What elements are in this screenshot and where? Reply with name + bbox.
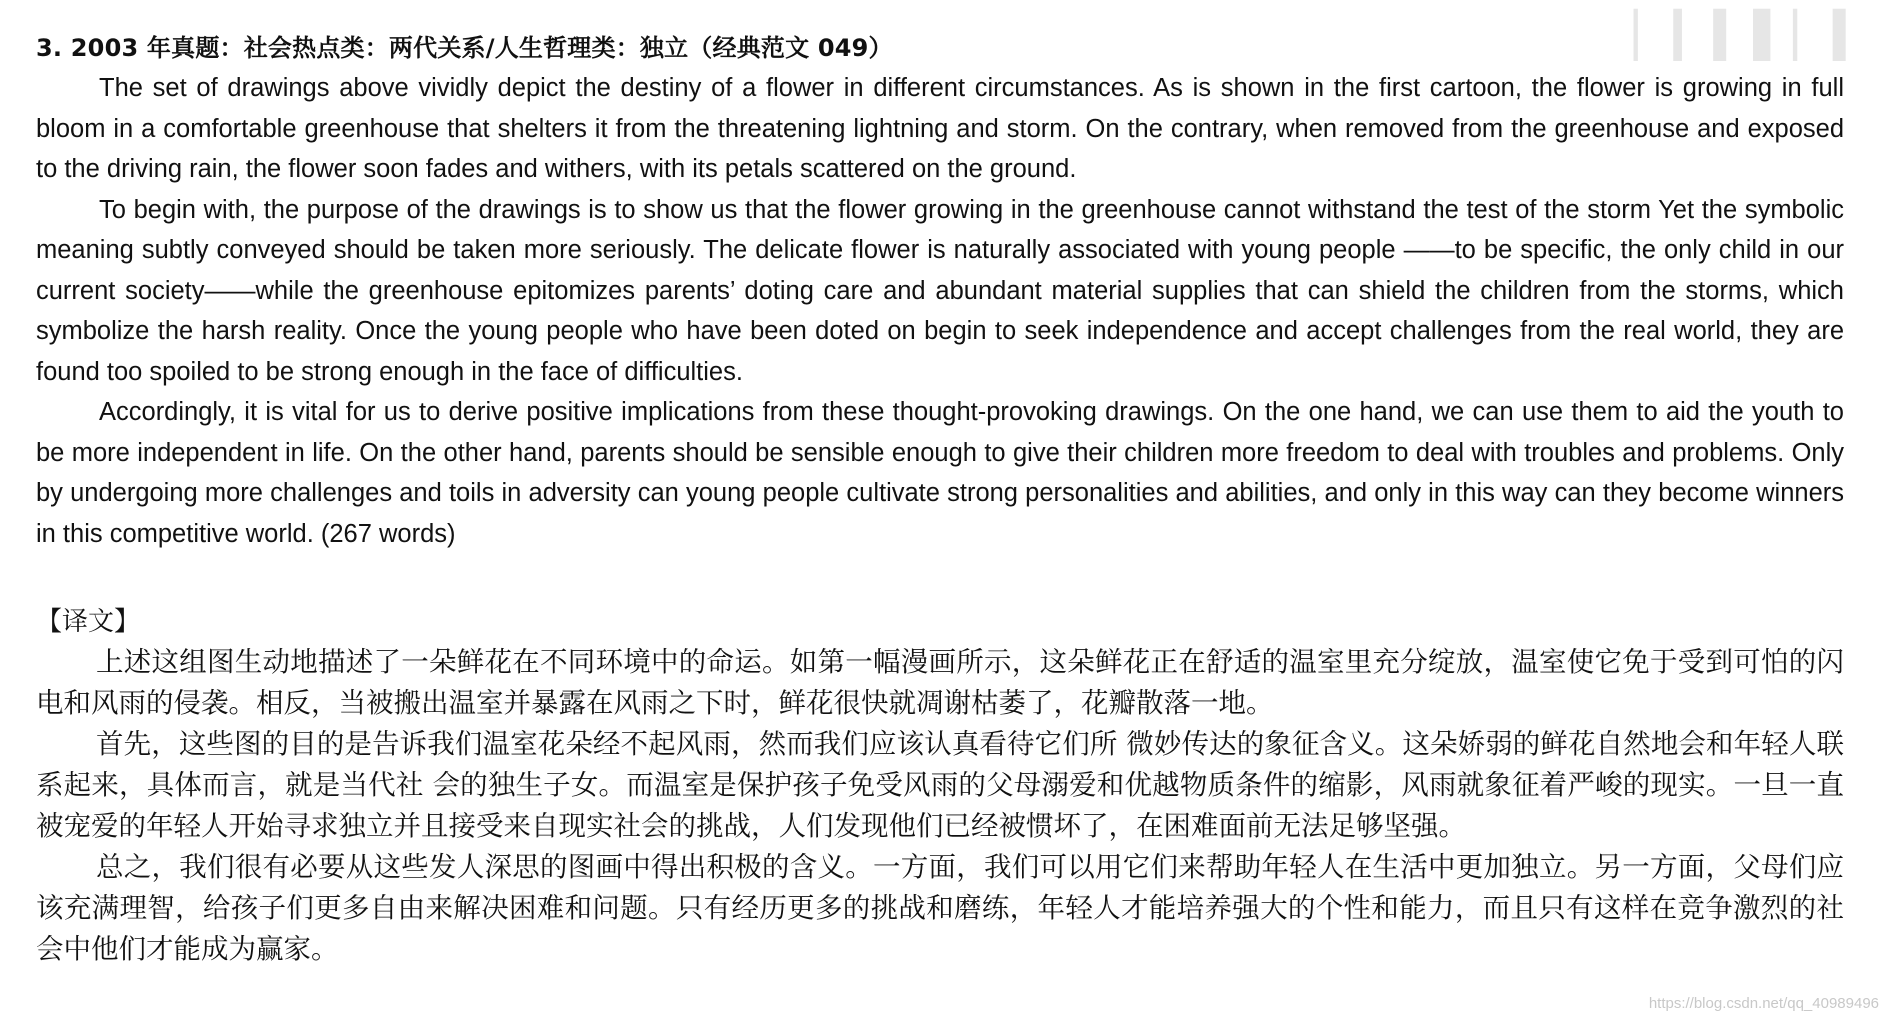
- english-paragraph-2: To begin with, the purpose of the drawings is to show us that the flower growing in the greenhouse cannot withstand the test of the storm Yet the symbolic meaning subtly conveyed should be taken more seriously. The delicate flower is naturally associated with young people ——to be specific, the only child in our current society——while the greenhouse epitomizes parents’ doting care and abundant material supplies that can shield the children from the storms, which symbolize the harsh reality. Once the young people who have been doted on begin to seek independence and accept challenges from the real world, they are found too spoiled to be strong enough in the face of difficulties.: [36, 195, 1844, 386]
- header-watermark-decoration: ▏▎▍▌▏▍: [1633, 10, 1873, 61]
- chinese-paragraph-3: 总之，我们很有必要从这些发人深思的图画中得出积极的含义。一方面，我们可以用它们来帮助年轻人在生活中更加独立。另一方面，父母们应该充满理智，给孩子们更多自由来解决困难和问题。只有经历更多的挑战和磨练，年轻人才能培养强大的个性和能力，而且只有这样在竞争激烈的社会中他们才能成为赢家。: [36, 851, 1844, 965]
- english-paragraph-1: The set of drawings above vividly depict the destiny of a flower in different circumstances. As is shown in the first cartoon, the flower is growing in full bloom in a comfortable greenhouse that shelters it from the threatening lightning and storm. On the contrary, when removed from the greenhouse and exposed to the driving rain, the flower soon fades and withers, with its petals scattered on the ground.: [36, 74, 1844, 183]
- chinese-paragraph-2: 首先，这些图的目的是告诉我们温室花朵经不起风雨，然而我们应该认真看待它们所 微妙传达的象征含义。这朵娇弱的鲜花自然地会和年轻人联系起来，具体而言，就是当代社 会的独生子女。而温室是保护孩子免受风雨的父母溺爱和优越物质条件的缩影，风雨就象征着严峻的现实。一旦一直被宠爱的年轻人开始寻求独立并且接受来自现实社会的挑战，人们发现他们已经被惯坏了，在困难面前无法足够坚强。: [36, 728, 1844, 842]
- chinese-paragraph-1: 上述这组图生动地描述了一朵鲜花在不同环境中的命运。如第一幅漫画所示，这朵鲜花正在舒适的温室里充分绽放，温室使它免于受到可怕的闪电和风雨的侵袭。相反，当被搬出温室并暴露在风雨之下时，鲜花很快就凋谢枯萎了，花瓣散落一地。: [36, 646, 1844, 719]
- english-essay: [36, 68, 1844, 554]
- translation-heading: 【译文】: [36, 607, 141, 637]
- section-spacer: [36, 554, 1844, 602]
- chinese-translation: [36, 602, 1844, 970]
- document-page: [36, 28, 1844, 970]
- source-watermark: https://blog.csdn.net/qq_40989496: [1648, 995, 1879, 1012]
- english-paragraph-3: Accordingly, it is vital for us to derive positive implications from these thought-provoking drawings. On the one hand, we can use them to aid the youth to be more independent in life. On the other hand, parents should be sensible enough to give their children more freedom to deal with troubles and problems. Only by undergoing more challenges and toils in adversity can young people cultivate strong personalities and abilities, and only in this way can they become winners in this competitive world. (267 words): [36, 398, 1844, 548]
- document-title: 3. 2003 年真题：社会热点类：两代关系/人生哲理类：独立（经典范文 049）: [36, 34, 893, 62]
